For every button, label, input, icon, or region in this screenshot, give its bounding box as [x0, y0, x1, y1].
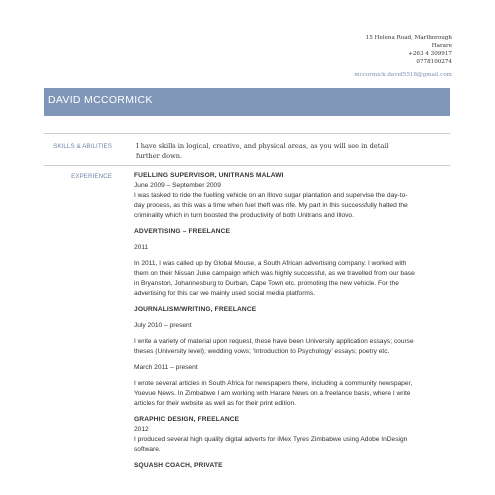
contact-email[interactable]: mccormick.david5518@gmail.com	[354, 72, 452, 78]
job-description-line: In 2011, I was called up by Global Mouse, a South African advertising company. I worked with	[134, 260, 407, 267]
candidate-name: DAVID MCCORMICK	[48, 94, 153, 106]
job-date: 2012	[134, 426, 149, 433]
address-line: Harare	[431, 43, 452, 49]
job-title: ADVERTISING – FREELANCE	[134, 228, 231, 235]
job-title: SQUASH COACH, PRIVATE	[134, 462, 223, 469]
job-date: July 2010 – present	[134, 322, 192, 329]
phone-line: 0778100274	[416, 59, 452, 65]
job-description-line: software.	[134, 446, 161, 453]
job-date: June 2009 – September 2009	[134, 182, 221, 189]
address-line: 15 Helena Road, Marlborough	[365, 35, 452, 41]
job-title: FUELLING SUPERVISOR, UNITRANS MALAWI	[134, 172, 284, 179]
job-description-line: advertising for this car we mainly used social media platforms.	[134, 290, 316, 297]
job-description-line: Yoevue News. In Zimbabwe I am working with Harare News on a freelance basis, where I write	[134, 390, 411, 397]
job-description-line: day process, as this was a time when fuel theft was rife. My part in this successfully halted the	[134, 202, 408, 209]
job-description-line: articles for their website as well as for their print edition.	[134, 400, 296, 407]
section-divider	[44, 165, 450, 166]
name-banner	[44, 88, 450, 116]
job-date: 2011	[134, 244, 149, 251]
job-description-line: I wrote several articles in South Africa for newspapers there, including a community newspaper,	[134, 380, 413, 387]
job-description-line: I produced several high quality digital adverts for iMex Tyres Zimbabwe using Adobe InDesign	[134, 436, 408, 443]
job-date: March 2011 – present	[134, 364, 198, 371]
job-description-line: I was tasked to ride the fuelling vehicle on an Illovo sugar plantation and supervise the day-to-	[134, 192, 408, 199]
experience-list	[134, 171, 454, 471]
job-title: JOURNALISM/WRITING, FREELANCE	[134, 306, 257, 313]
skills-section-label: SKILLS & ABILITIES	[53, 143, 112, 150]
skills-text: I have skills in logical, creative, and physical areas, as you will see in detail further down.	[136, 142, 389, 160]
job-description-line: them on their Nissan Juke campaign which was highly successful, as we travelled from our base	[134, 270, 415, 277]
contact-address	[366, 34, 452, 66]
job-title: GRAPHIC DESIGN, FREELANCE	[134, 416, 240, 423]
job-description-line: criminality which in turn boosted the productivity of both Unitrans and Illovo.	[134, 212, 354, 219]
job-description-line: in Bryanston, Johannesburg to Durban, Cape Town etc. promoting the new vehicle. For the	[134, 280, 399, 287]
phone-line: +263 4 309917	[408, 51, 452, 57]
job-description-line: I write a variety of material upon request, these have been University application essays; course	[134, 338, 414, 345]
section-divider	[44, 133, 450, 134]
job-description-line: theses (University level); wedding vows; 'Introduction to Psychology' essays; poetry etc.	[134, 348, 390, 355]
experience-section-label: EXPERIENCE	[71, 173, 112, 180]
